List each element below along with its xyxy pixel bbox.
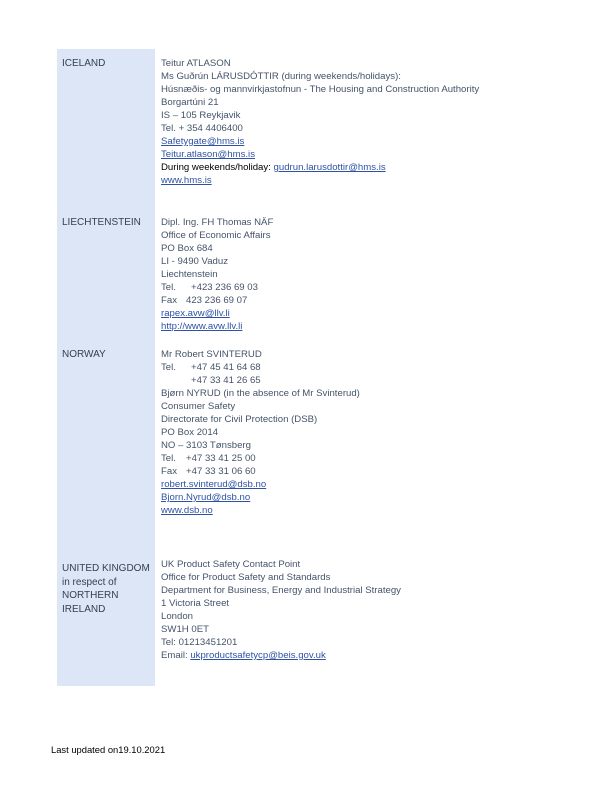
contact-line: Consumer Safety <box>161 401 236 412</box>
website-link[interactable]: www.hms.is <box>161 175 212 186</box>
website-link[interactable]: http://www.avw.llv.li <box>161 321 243 332</box>
contact-block <box>161 57 551 187</box>
contact-line: Liechtenstein <box>161 269 218 280</box>
contact-line: Bjørn NYRUD (in the absence of Mr Svinterud) <box>161 388 360 399</box>
fax-label: Fax <box>161 295 177 306</box>
contact-block <box>161 348 551 517</box>
contact-line: PO Box 684 <box>161 243 213 254</box>
contact-line: Tel. + 354 4406400 <box>161 123 243 134</box>
tel-value: +47 33 41 25 00 <box>186 453 256 464</box>
country-name: LIECHTENSTEIN <box>62 217 141 228</box>
fax-value: 423 236 69 07 <box>186 295 248 306</box>
contact-line: Office for Product Safety and Standards <box>161 572 331 583</box>
email-link[interactable]: Bjorn.Nyrud@dsb.no <box>161 492 251 503</box>
contact-block <box>161 216 551 333</box>
contact-line: SW1H 0ET <box>161 624 209 635</box>
website-link[interactable]: www.dsb.no <box>161 505 213 516</box>
tel-value: +47 33 41 26 65 <box>191 375 261 386</box>
country-name: NORWAY <box>62 349 106 360</box>
fax-value: +47 33 31 06 60 <box>186 466 256 477</box>
email-link[interactable]: Safetygate@hms.is <box>161 136 245 147</box>
contact-line: Department for Business, Energy and Industrial Strategy <box>161 585 401 596</box>
contact-line: 1 Victoria Street <box>161 598 230 609</box>
tel-label: Tel. <box>161 453 176 464</box>
email-link[interactable]: ukproductsafetycp@beis.gov.uk <box>190 650 326 661</box>
contact-line: Mr Robert SVINTERUD <box>161 349 262 360</box>
contact-line: LI - 9490 Vaduz <box>161 256 229 267</box>
email-link[interactable]: rapex.avw@llv.li <box>161 308 230 319</box>
contact-line: PO Box 2014 <box>161 427 219 438</box>
contact-line: Directorate for Civil Protection (DSB) <box>161 414 318 425</box>
fax-label: Fax <box>161 466 177 477</box>
contact-line: Office of Economic Affairs <box>161 230 271 241</box>
contact-line: London <box>161 611 194 622</box>
tel-label: Tel. <box>161 282 176 293</box>
contact-line: Ms Guðrún LÁRUSDÓTTIR (during weekends/holidays): <box>161 71 401 82</box>
country-name: UNITED KINGDOM in respect of NORTHERN IRELAND <box>62 563 150 615</box>
contact-line: Húsnæðis- og mannvirkjastofnun - The Housing and Construction Authority <box>161 84 480 95</box>
contact-line: UK Product Safety Contact Point <box>161 559 301 570</box>
contact-line: IS – 105 Reykjavik <box>161 110 241 121</box>
last-updated-footer: Last updated on19.10.2021 <box>51 744 166 755</box>
contact-block <box>161 558 551 662</box>
contact-line: NO – 3103 Tønsberg <box>161 440 251 451</box>
tel-label: Tel. <box>161 362 176 373</box>
country-name: ICELAND <box>62 58 106 69</box>
email-link[interactable]: robert.svinterud@dsb.no <box>161 479 267 490</box>
contact-line: Tel: 01213451201 <box>161 637 238 648</box>
contact-line: Teitur ATLASON <box>161 58 231 69</box>
weekend-label: During weekends/holiday: <box>161 162 274 173</box>
tel-value: +423 236 69 03 <box>191 282 258 293</box>
email-link[interactable]: gudrun.larusdottir@hms.is <box>273 162 386 173</box>
tel-value: +47 45 41 64 68 <box>191 362 261 373</box>
email-link[interactable]: Teitur.atlason@hms.is <box>161 149 255 160</box>
contact-line: Dipl. Ing. FH Thomas NÄF <box>161 217 274 228</box>
email-label: Email: <box>161 650 191 661</box>
contact-line: Borgartúni 21 <box>161 97 219 108</box>
